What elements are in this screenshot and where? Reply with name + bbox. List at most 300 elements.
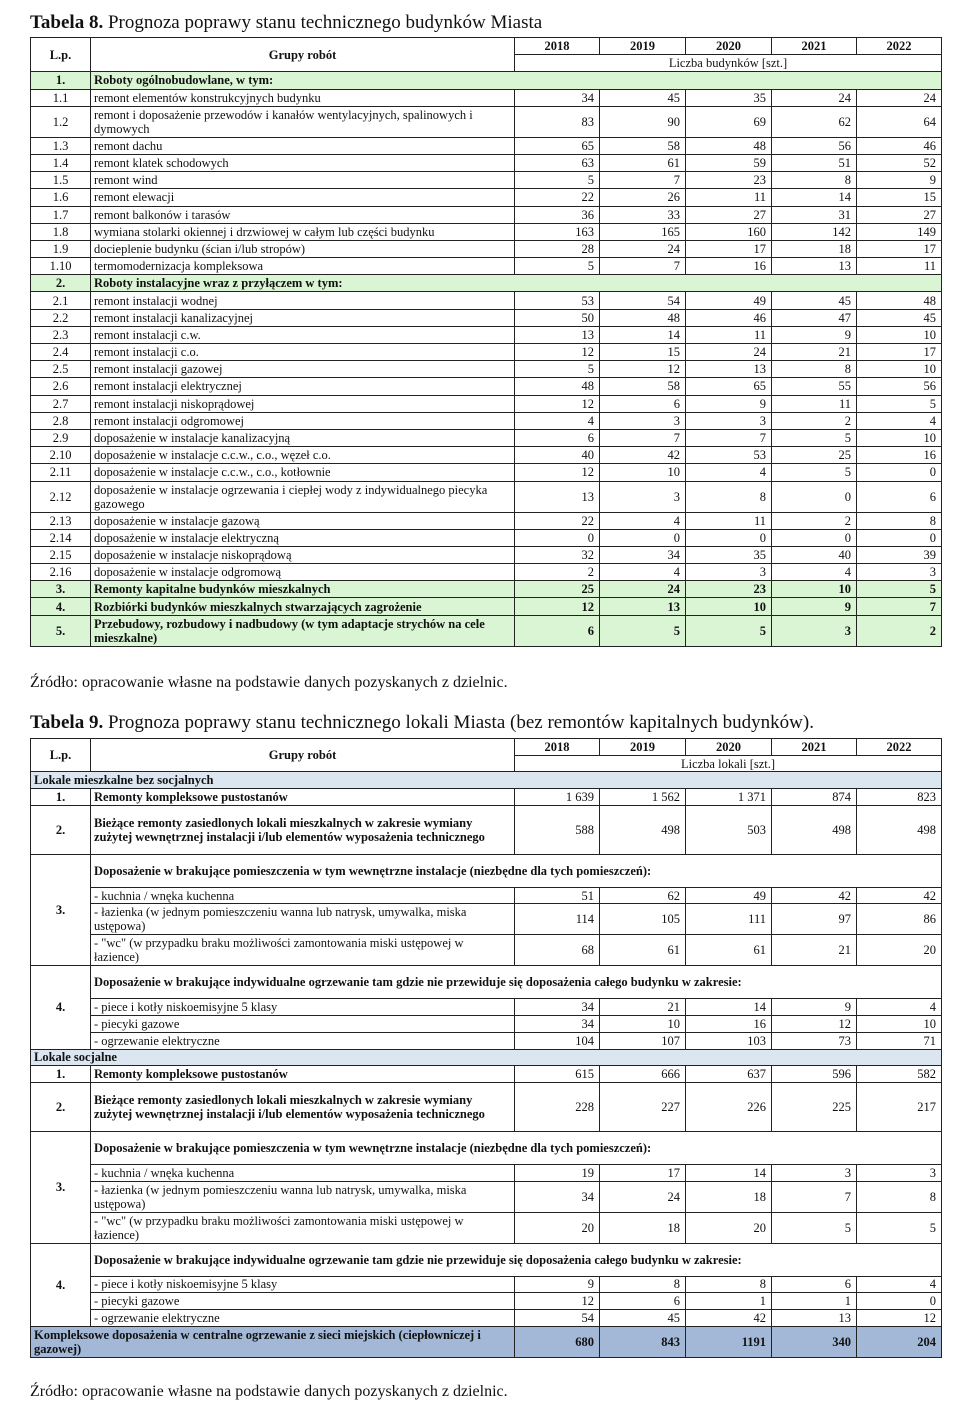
row-label: remont instalacji kanalizacyjnej	[91, 309, 515, 326]
value-cell: 107	[600, 1032, 686, 1049]
value-cell: 16	[857, 447, 942, 464]
value-cell: 48	[857, 292, 942, 309]
row-number: 1.5	[31, 172, 91, 189]
row-number: 3.	[31, 854, 91, 966]
row-label: doposażenie w instalacje c.c.w., c.o., węzeł c.o.	[91, 447, 515, 464]
column-header-year: 2022	[857, 38, 942, 55]
sub-label: - kuchnia / wnęka kuchenna	[91, 1164, 515, 1181]
value-cell: 11	[772, 395, 857, 412]
value-cell: 13	[600, 598, 686, 615]
row-number: 2.	[31, 1082, 91, 1131]
value-cell: 58	[600, 378, 686, 395]
table-row	[31, 395, 942, 412]
header-row	[31, 38, 942, 55]
row-number: 1.7	[31, 206, 91, 223]
value-cell: 14	[772, 189, 857, 206]
value-cell: 48	[686, 137, 772, 154]
value-cell: 12	[515, 1293, 600, 1310]
row-number: 2.7	[31, 395, 91, 412]
value-cell: 142	[772, 223, 857, 240]
value-cell: 45	[600, 89, 686, 106]
group-heading: Doposażenie w brakujące pomieszczenia w tym wewnętrzne instalacje (niezbędne dla tych pomieszczeń):	[91, 854, 942, 887]
value-cell: 1	[686, 1293, 772, 1310]
value-cell: 1 371	[686, 789, 772, 806]
value-cell: 40	[515, 447, 600, 464]
value-cell: 58	[600, 137, 686, 154]
row-number: 1.2	[31, 106, 91, 137]
column-header-lp: L.p.	[31, 38, 91, 72]
value-cell: 10	[686, 598, 772, 615]
category-title: Lokale socjalne	[31, 1049, 942, 1066]
value-cell: 5	[857, 581, 942, 598]
sub-row	[31, 935, 942, 966]
sub-row	[31, 1293, 942, 1310]
value-cell: 582	[857, 1066, 942, 1083]
group-heading-row	[31, 1131, 942, 1164]
value-cell: 13	[515, 326, 600, 343]
table-row	[31, 412, 942, 429]
value-cell: 24	[600, 1181, 686, 1212]
value-cell: 5	[772, 464, 857, 481]
value-cell: 13	[686, 361, 772, 378]
value-cell: 12	[515, 344, 600, 361]
row-number: 1.	[31, 789, 91, 806]
table-row	[31, 154, 942, 171]
value-cell: 8	[600, 1276, 686, 1293]
table9-caption-text: Prognoza poprawy stanu technicznego lokali Miasta (bez remontów kapitalnych budynków).	[103, 712, 814, 733]
column-header-group: Grupy robót	[91, 739, 515, 772]
value-cell: 17	[857, 240, 942, 257]
value-cell: 25	[515, 581, 600, 598]
group-heading-row	[31, 854, 942, 887]
row-number: 3.	[31, 1131, 91, 1243]
value-cell: 3	[772, 615, 857, 646]
value-cell: 7	[772, 1181, 857, 1212]
value-cell: 65	[686, 378, 772, 395]
value-cell: 596	[772, 1066, 857, 1083]
value-cell: 4	[686, 464, 772, 481]
row-number: 2.2	[31, 309, 91, 326]
value-cell: 5	[515, 258, 600, 275]
sub-label: - ogrzewanie elektryczne	[91, 1032, 515, 1049]
table9-caption-number: Tabela 9.	[30, 712, 104, 733]
row-number: 2.	[31, 805, 91, 854]
value-cell: 45	[857, 309, 942, 326]
value-cell: 24	[857, 89, 942, 106]
value-cell: 71	[857, 1032, 942, 1049]
value-cell: 42	[686, 1309, 772, 1326]
value-cell: 5	[772, 429, 857, 446]
value-cell: 5	[857, 395, 942, 412]
value-cell: 6	[857, 481, 942, 512]
value-cell: 14	[686, 1164, 772, 1181]
row-label: Bieżące remonty zasiedlonych lokali mieszkalnych w zakresie wymiany zużytej wewnętrznej instalacji i/lub elementów wyposażenia technicznego	[91, 1082, 515, 1131]
value-cell: 21	[600, 999, 686, 1016]
sub-label: - piecyki gazowe	[91, 1293, 515, 1310]
row-label: doposażenie w instalacje gazową	[91, 512, 515, 529]
value-cell: 4	[857, 1276, 942, 1293]
row-number: 2.10	[31, 447, 91, 464]
value-cell: 874	[772, 789, 857, 806]
value-cell: 4	[600, 564, 686, 581]
row-number: 2.4	[31, 344, 91, 361]
table8-caption	[30, 12, 542, 34]
value-cell: 228	[515, 1082, 600, 1131]
value-cell: 13	[515, 481, 600, 512]
value-cell: 49	[686, 887, 772, 904]
row-number: 2.6	[31, 378, 91, 395]
value-cell: 114	[515, 904, 600, 935]
value-cell: 637	[686, 1066, 772, 1083]
sub-row	[31, 1309, 942, 1326]
table-row	[31, 292, 942, 309]
value-cell: 62	[772, 106, 857, 137]
value-cell: 5	[772, 1212, 857, 1243]
row-number: 2.3	[31, 326, 91, 343]
row-number: 3.	[31, 581, 91, 598]
value-cell: 4	[857, 999, 942, 1016]
row-label: termomodernizacja kompleksowa	[91, 258, 515, 275]
value-cell: 823	[857, 789, 942, 806]
column-header-year: 2021	[772, 739, 857, 756]
value-cell: 13	[772, 258, 857, 275]
row-number: 2.1	[31, 292, 91, 309]
row-number: 2.13	[31, 512, 91, 529]
value-cell: 86	[857, 904, 942, 935]
row-number: 1.	[31, 72, 91, 89]
row-label: doposażenie w instalacje odgromową	[91, 564, 515, 581]
row-label: remont klatek schodowych	[91, 154, 515, 171]
value-cell: 49	[686, 292, 772, 309]
value-cell: 61	[686, 935, 772, 966]
value-cell: 0	[515, 529, 600, 546]
row-label: remont instalacji elektrycznej	[91, 378, 515, 395]
value-cell: 10	[772, 581, 857, 598]
value-cell: 4	[600, 512, 686, 529]
value-cell: 22	[515, 189, 600, 206]
value-cell: 19	[515, 1164, 600, 1181]
value-cell: 34	[515, 89, 600, 106]
value-cell: 503	[686, 805, 772, 854]
group-heading: Doposażenie w brakujące indywidualne ogrzewanie tam gdzie nie przewiduje się doposażenia całego budynku w zakresie:	[91, 1243, 942, 1276]
row-label: doposażenie w instalacje elektryczną	[91, 529, 515, 546]
column-header-year: 2020	[686, 38, 772, 55]
value-cell: 680	[515, 1326, 600, 1357]
value-cell: 46	[857, 137, 942, 154]
value-cell: 0	[857, 529, 942, 546]
value-cell: 11	[686, 512, 772, 529]
table-row	[31, 137, 942, 154]
value-cell: 12	[772, 1016, 857, 1033]
value-cell: 10	[857, 326, 942, 343]
value-cell: 28	[515, 240, 600, 257]
row-number: 2.12	[31, 481, 91, 512]
table-row	[31, 344, 942, 361]
value-cell: 1 639	[515, 789, 600, 806]
column-header-year: 2021	[772, 38, 857, 55]
value-cell: 5	[515, 172, 600, 189]
value-cell: 160	[686, 223, 772, 240]
value-cell: 0	[600, 529, 686, 546]
row-label: Roboty ogólnobudowlane, w tym:	[91, 72, 942, 89]
value-cell: 615	[515, 1066, 600, 1083]
value-cell: 18	[772, 240, 857, 257]
sub-label: - ogrzewanie elektryczne	[91, 1309, 515, 1326]
table-row	[31, 206, 942, 223]
value-cell: 24	[686, 344, 772, 361]
value-cell: 9	[772, 999, 857, 1016]
sub-label: - "wc" (w przypadku braku możliwości zamontowania miski ustępowej w łazience)	[91, 935, 515, 966]
value-cell: 10	[857, 361, 942, 378]
row-number: 2.16	[31, 564, 91, 581]
value-cell: 10	[600, 1016, 686, 1033]
value-cell: 20	[857, 935, 942, 966]
row-number: 1.10	[31, 258, 91, 275]
summary-row	[31, 1326, 942, 1357]
row-number: 2.8	[31, 412, 91, 429]
value-cell: 3	[857, 564, 942, 581]
value-cell: 16	[686, 1016, 772, 1033]
value-cell: 165	[600, 223, 686, 240]
value-cell: 68	[515, 935, 600, 966]
value-cell: 0	[857, 464, 942, 481]
value-cell: 97	[772, 904, 857, 935]
row-label: Remonty kompleksowe pustostanów	[91, 789, 515, 806]
row-label: remont instalacji c.w.	[91, 326, 515, 343]
value-cell: 34	[515, 1016, 600, 1033]
table-row	[31, 189, 942, 206]
value-cell: 64	[857, 106, 942, 137]
value-cell: 149	[857, 223, 942, 240]
value-cell: 3	[686, 564, 772, 581]
value-cell: 24	[600, 240, 686, 257]
row-label: docieplenie budynku (ścian i/lub stropów)	[91, 240, 515, 257]
section-row	[31, 275, 942, 292]
value-cell: 1191	[686, 1326, 772, 1357]
value-cell: 588	[515, 805, 600, 854]
row-label: remont instalacji odgromowej	[91, 412, 515, 429]
row-label: remont dachu	[91, 137, 515, 154]
sub-row	[31, 999, 942, 1016]
row-label: remont elementów konstrukcyjnych budynku	[91, 89, 515, 106]
value-cell: 3	[772, 1164, 857, 1181]
table-row	[31, 1082, 942, 1131]
sub-row	[31, 1164, 942, 1181]
value-cell: 12	[600, 361, 686, 378]
table-row	[31, 429, 942, 446]
row-number: 1.1	[31, 89, 91, 106]
row-label: remont elewacji	[91, 189, 515, 206]
unit-header: Liczba budynków [szt.]	[515, 55, 942, 72]
value-cell: 11	[686, 326, 772, 343]
sub-label: - łazienka (w jednym pomieszczeniu wanna lub natrysk, umywalka, miska ustępowa)	[91, 1181, 515, 1212]
value-cell: 48	[515, 378, 600, 395]
sub-label: - łazienka (w jednym pomieszczeniu wanna lub natrysk, umywalka, miska ustępowa)	[91, 904, 515, 935]
row-label: remont instalacji c.o.	[91, 344, 515, 361]
row-number: 5.	[31, 615, 91, 646]
value-cell: 21	[772, 935, 857, 966]
row-number: 4.	[31, 598, 91, 615]
table8-body	[31, 38, 942, 647]
value-cell: 42	[600, 447, 686, 464]
value-cell: 0	[686, 529, 772, 546]
column-header-group: Grupy robót	[91, 38, 515, 72]
row-number: 2.	[31, 275, 91, 292]
value-cell: 18	[600, 1212, 686, 1243]
value-cell: 0	[772, 529, 857, 546]
column-header-year: 2019	[600, 739, 686, 756]
value-cell: 23	[686, 172, 772, 189]
row-label: doposażenie w instalacje kanalizacyjną	[91, 429, 515, 446]
row-number: 1.	[31, 1066, 91, 1083]
row-label: Roboty instalacyjne wraz z przyłączem w tym:	[91, 275, 942, 292]
table8-caption-text: Prognoza poprawy stanu technicznego budynków Miasta	[103, 12, 543, 33]
table8	[30, 37, 942, 647]
value-cell: 10	[857, 1016, 942, 1033]
value-cell: 47	[772, 309, 857, 326]
value-cell: 14	[686, 999, 772, 1016]
value-cell: 6	[772, 1276, 857, 1293]
value-cell: 27	[857, 206, 942, 223]
value-cell: 6	[600, 395, 686, 412]
sub-label: - piece i kotły niskoemisyjne 5 klasy	[91, 1276, 515, 1293]
column-header-year: 2018	[515, 739, 600, 756]
header-row	[31, 739, 942, 756]
table-row	[31, 598, 942, 615]
row-label: remont balkonów i tarasów	[91, 206, 515, 223]
value-cell: 2	[857, 615, 942, 646]
row-number: 2.15	[31, 546, 91, 563]
value-cell: 35	[686, 546, 772, 563]
value-cell: 0	[772, 481, 857, 512]
section-row	[31, 72, 942, 89]
value-cell: 56	[772, 137, 857, 154]
value-cell: 25	[772, 447, 857, 464]
table-row	[31, 789, 942, 806]
sub-row	[31, 1276, 942, 1293]
value-cell: 3	[686, 412, 772, 429]
value-cell: 15	[600, 344, 686, 361]
value-cell: 9	[772, 326, 857, 343]
value-cell: 8	[857, 512, 942, 529]
value-cell: 39	[857, 546, 942, 563]
table-row	[31, 258, 942, 275]
value-cell: 103	[686, 1032, 772, 1049]
sub-label: - piecyki gazowe	[91, 1016, 515, 1033]
row-label: wymiana stolarki okiennej i drzwiowej w całym lub części budynku	[91, 223, 515, 240]
column-header-year: 2018	[515, 38, 600, 55]
value-cell: 45	[772, 292, 857, 309]
value-cell: 204	[857, 1326, 942, 1357]
row-number: 1.4	[31, 154, 91, 171]
value-cell: 32	[515, 546, 600, 563]
sub-row	[31, 1016, 942, 1033]
table-row	[31, 89, 942, 106]
value-cell: 226	[686, 1082, 772, 1131]
row-label: Remonty kompleksowe pustostanów	[91, 1066, 515, 1083]
value-cell: 16	[686, 258, 772, 275]
value-cell: 48	[600, 309, 686, 326]
value-cell: 8	[772, 361, 857, 378]
value-cell: 6	[515, 615, 600, 646]
value-cell: 56	[857, 378, 942, 395]
value-cell: 5	[515, 361, 600, 378]
value-cell: 498	[772, 805, 857, 854]
table9-source: Źródło: opracowanie własne na podstawie danych pozyskanych z dzielnic.	[30, 1383, 508, 1400]
sub-row	[31, 1212, 942, 1243]
value-cell: 2	[772, 412, 857, 429]
value-cell: 46	[686, 309, 772, 326]
value-cell: 0	[857, 1293, 942, 1310]
value-cell: 21	[772, 344, 857, 361]
value-cell: 35	[686, 89, 772, 106]
value-cell: 225	[772, 1082, 857, 1131]
value-cell: 42	[857, 887, 942, 904]
row-number: 2.9	[31, 429, 91, 446]
row-label: remont instalacji niskoprądowej	[91, 395, 515, 412]
table-row	[31, 615, 942, 646]
value-cell: 33	[600, 206, 686, 223]
table-row	[31, 512, 942, 529]
value-cell: 83	[515, 106, 600, 137]
row-number: 2.5	[31, 361, 91, 378]
value-cell: 4	[857, 412, 942, 429]
table8-source: Źródło: opracowanie własne na podstawie danych pozyskanych z dzielnic.	[30, 674, 508, 691]
table-row	[31, 106, 942, 137]
value-cell: 27	[686, 206, 772, 223]
value-cell: 90	[600, 106, 686, 137]
table-row	[31, 805, 942, 854]
table9	[30, 738, 942, 1358]
category-row	[31, 772, 942, 789]
row-label: remont i doposażenie przewodów i kanałów wentylacyjnych, spalinowych i dymowych	[91, 106, 515, 137]
table-row	[31, 546, 942, 563]
row-label: doposażenie w instalacje c.c.w., c.o., kotłownie	[91, 464, 515, 481]
value-cell: 54	[515, 1309, 600, 1326]
row-label: remont wind	[91, 172, 515, 189]
sub-label: - kuchnia / wnęka kuchenna	[91, 887, 515, 904]
value-cell: 22	[515, 512, 600, 529]
value-cell: 227	[600, 1082, 686, 1131]
value-cell: 54	[600, 292, 686, 309]
table-row	[31, 223, 942, 240]
row-label: Rozbiórki budynków mieszkalnych stwarzających zagrożenie	[91, 598, 515, 615]
value-cell: 24	[600, 581, 686, 598]
value-cell: 45	[600, 1309, 686, 1326]
value-cell: 9	[772, 598, 857, 615]
value-cell: 7	[686, 429, 772, 446]
value-cell: 24	[772, 89, 857, 106]
value-cell: 2	[772, 512, 857, 529]
row-number: 1.3	[31, 137, 91, 154]
value-cell: 63	[515, 154, 600, 171]
table-row	[31, 1066, 942, 1083]
table-row	[31, 564, 942, 581]
row-label: Przebudowy, rozbudowy i nadbudowy (w tym adaptacje strychów na cele mieszkalne)	[91, 615, 515, 646]
sub-label: - "wc" (w przypadku braku możliwości zamontowania miski ustępowej w łazience)	[91, 1212, 515, 1243]
value-cell: 15	[857, 189, 942, 206]
value-cell: 843	[600, 1326, 686, 1357]
sub-row	[31, 1032, 942, 1049]
value-cell: 59	[686, 154, 772, 171]
value-cell: 498	[857, 805, 942, 854]
table-row	[31, 529, 942, 546]
row-label: doposażenie w instalacje niskoprądową	[91, 546, 515, 563]
value-cell: 26	[600, 189, 686, 206]
value-cell: 8	[686, 1276, 772, 1293]
value-cell: 17	[600, 1164, 686, 1181]
table9-caption	[30, 712, 814, 734]
